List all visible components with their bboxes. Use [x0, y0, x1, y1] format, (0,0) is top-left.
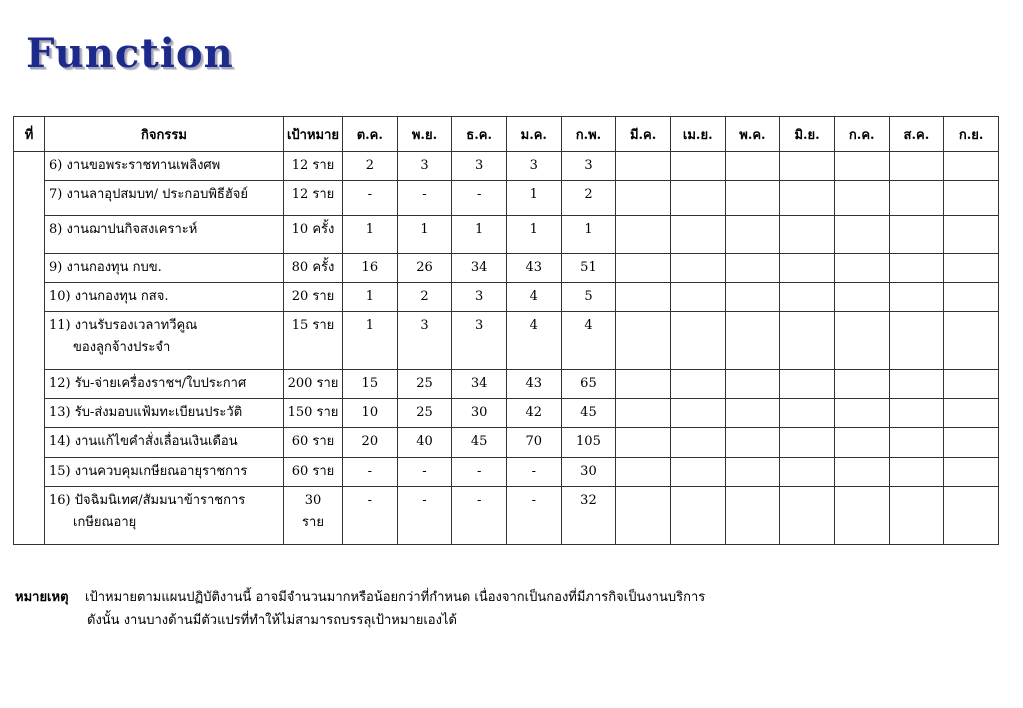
month-value-cell: 5 — [561, 283, 616, 312]
month-value-cell — [944, 216, 999, 254]
month-value-cell: 30 — [561, 458, 616, 487]
month-value-cell: 16 — [343, 254, 398, 283]
month-value-cell — [616, 283, 671, 312]
month-value-cell — [780, 487, 835, 545]
month-value-cell: 3 — [452, 312, 507, 370]
month-value-cell: 34 — [452, 370, 507, 399]
month-value-cell: 20 — [343, 428, 398, 458]
target-cell — [284, 181, 343, 216]
target-text: 15 ราย — [291, 318, 335, 333]
month-value-cell: 45 — [561, 399, 616, 428]
table-row — [14, 458, 999, 487]
month-value-cell — [616, 216, 671, 254]
target-text: 80 ครั้ง — [291, 260, 335, 275]
activity-cell — [45, 370, 284, 399]
target-text: 30 — [304, 493, 322, 508]
table-row — [14, 428, 999, 458]
month-value-cell — [670, 428, 725, 458]
month-value-cell: 43 — [506, 254, 561, 283]
target-text: 60 ราย — [291, 464, 335, 479]
month-value-cell — [780, 152, 835, 181]
month-value-cell: 26 — [397, 254, 452, 283]
month-value-cell: 1 — [561, 216, 616, 254]
table-row — [14, 399, 999, 428]
month-value-cell — [670, 312, 725, 370]
table-header-row — [14, 117, 999, 152]
month-value-cell: 34 — [452, 254, 507, 283]
activity-cell — [45, 458, 284, 487]
month-value-cell: 25 — [397, 399, 452, 428]
month-value-cell: 3 — [452, 152, 507, 181]
month-value-cell — [889, 428, 944, 458]
month-value-cell — [834, 283, 889, 312]
month-value-cell — [616, 458, 671, 487]
month-value-cell: 43 — [506, 370, 561, 399]
target-text: ราย — [302, 515, 324, 530]
month-value-cell — [725, 487, 780, 545]
header-month: ก.พ. — [561, 117, 616, 152]
month-value-cell — [616, 254, 671, 283]
month-value-cell — [616, 399, 671, 428]
header-month: ต.ค. — [343, 117, 398, 152]
month-value-cell — [889, 283, 944, 312]
table-row — [14, 312, 999, 370]
month-value-cell — [944, 181, 999, 216]
month-value-cell — [725, 399, 780, 428]
month-value-cell — [780, 399, 835, 428]
month-value-cell: 30 — [452, 399, 507, 428]
target-cell — [284, 399, 343, 428]
target-cell — [284, 487, 343, 545]
month-value-cell — [944, 487, 999, 545]
activity-text: 16) ปัจฉิมนิเทศ/สัมมนาข้าราชการ — [49, 493, 246, 508]
month-value-cell: 1 — [506, 181, 561, 216]
month-value-cell — [780, 458, 835, 487]
row-number-cell — [14, 152, 45, 545]
table-row — [14, 152, 999, 181]
activity-text: 10) งานกองทุน กสจ. — [49, 289, 169, 304]
month-value-cell — [670, 181, 725, 216]
target-text: 20 ราย — [291, 289, 335, 304]
month-value-cell — [780, 312, 835, 370]
month-value-cell — [616, 487, 671, 545]
note-line-1: เป้าหมายตามแผนปฏิบัติงานนี้ อาจมีจำนวนมากหรือน้อยกว่าที่กำหนด เนื่องจากเป็นกองที่มีภารกิจเป็นงานบริการ — [85, 590, 706, 605]
month-value-cell: - — [452, 181, 507, 216]
month-value-cell: 25 — [397, 370, 452, 399]
month-value-cell: - — [452, 487, 507, 545]
month-value-cell: 1 — [397, 216, 452, 254]
month-value-cell: 2 — [397, 283, 452, 312]
activity-text: 7) งานลาอุปสมบท/ ประกอบพิธีฮัจย์ — [49, 187, 248, 202]
month-value-cell: 2 — [561, 181, 616, 216]
activity-cell — [45, 487, 284, 545]
month-value-cell — [616, 152, 671, 181]
month-value-cell — [889, 370, 944, 399]
month-value-cell — [670, 216, 725, 254]
activity-text: 14) งานแก้ไขคำสั่งเลื่อนเงินเดือน — [49, 434, 238, 449]
activity-cell — [45, 152, 284, 181]
month-value-cell: - — [343, 458, 398, 487]
table-row — [14, 283, 999, 312]
month-value-cell — [834, 458, 889, 487]
month-value-cell — [889, 254, 944, 283]
activity-cell — [45, 254, 284, 283]
month-value-cell — [780, 254, 835, 283]
activity-text: 6) งานขอพระราชทานเพลิงศพ — [49, 158, 221, 173]
target-cell — [284, 458, 343, 487]
month-value-cell — [670, 254, 725, 283]
month-value-cell — [889, 216, 944, 254]
month-value-cell — [944, 428, 999, 458]
month-value-cell — [889, 181, 944, 216]
target-cell — [284, 152, 343, 181]
target-text: 12 ราย — [291, 187, 335, 202]
month-value-cell — [670, 370, 725, 399]
header-month: ก.ค. — [834, 117, 889, 152]
header-month: เม.ย. — [670, 117, 725, 152]
month-value-cell — [889, 399, 944, 428]
month-value-cell: - — [506, 458, 561, 487]
month-value-cell — [616, 428, 671, 458]
month-value-cell — [889, 458, 944, 487]
month-value-cell — [834, 254, 889, 283]
target-text: 150 ราย — [287, 405, 339, 420]
month-value-cell: - — [343, 181, 398, 216]
month-value-cell — [944, 254, 999, 283]
activity-cell — [45, 428, 284, 458]
month-value-cell — [725, 152, 780, 181]
activity-text: 12) รับ-จ่ายเครื่องราชฯ/ใบประกาศ — [49, 376, 247, 391]
month-value-cell — [670, 283, 725, 312]
footnote — [15, 586, 705, 632]
month-value-cell — [834, 181, 889, 216]
target-cell — [284, 370, 343, 399]
month-value-cell: - — [506, 487, 561, 545]
month-value-cell: 1 — [343, 216, 398, 254]
month-value-cell — [725, 312, 780, 370]
activity-text: 15) งานควบคุมเกษียณอายุราชการ — [49, 464, 248, 479]
month-value-cell: 105 — [561, 428, 616, 458]
month-value-cell — [780, 370, 835, 399]
month-value-cell: 1 — [343, 283, 398, 312]
activity-cell — [45, 216, 284, 254]
month-value-cell — [944, 152, 999, 181]
header-month: ก.ย. — [944, 117, 999, 152]
month-value-cell: - — [343, 487, 398, 545]
month-value-cell: - — [397, 458, 452, 487]
month-value-cell — [834, 152, 889, 181]
month-value-cell: 32 — [561, 487, 616, 545]
month-value-cell — [834, 487, 889, 545]
activity-cell — [45, 283, 284, 312]
month-value-cell: 4 — [506, 312, 561, 370]
month-value-cell — [725, 216, 780, 254]
page-title: Function — [26, 30, 234, 77]
month-value-cell — [889, 152, 944, 181]
month-value-cell — [670, 487, 725, 545]
activity-text: 11) งานรับรองเวลาทวีคูณ — [49, 318, 198, 333]
table-row — [14, 216, 999, 254]
table-row — [14, 370, 999, 399]
month-value-cell: 3 — [452, 283, 507, 312]
month-value-cell — [725, 181, 780, 216]
month-value-cell: - — [397, 181, 452, 216]
activity-text: 13) รับ-ส่งมอบแฟ้มทะเบียนประวัติ — [49, 405, 243, 420]
activity-text: 8) งานฌาปนกิจสงเคราะห์ — [49, 222, 198, 237]
month-value-cell: 3 — [397, 312, 452, 370]
target-text: 60 ราย — [291, 434, 335, 449]
month-value-cell — [725, 458, 780, 487]
header-month: ส.ค. — [889, 117, 944, 152]
month-value-cell — [834, 216, 889, 254]
month-value-cell — [670, 399, 725, 428]
header-month: มิ.ย. — [780, 117, 835, 152]
header-month: พ.ย. — [397, 117, 452, 152]
activity-cell — [45, 399, 284, 428]
month-value-cell — [944, 458, 999, 487]
table-body — [14, 152, 999, 545]
month-value-cell — [725, 254, 780, 283]
month-value-cell — [834, 370, 889, 399]
month-value-cell — [670, 458, 725, 487]
month-value-cell: 4 — [561, 312, 616, 370]
target-cell — [284, 216, 343, 254]
month-value-cell — [834, 399, 889, 428]
target-text: 10 ครั้ง — [291, 222, 335, 237]
activity-cell — [45, 181, 284, 216]
month-value-cell — [725, 370, 780, 399]
note-line-2: ดังนั้น งานบางด้านมีตัวแปรที่ทำให้ไม่สามารถบรรลุเป้าหมายเองได้ — [87, 613, 457, 628]
month-value-cell — [780, 428, 835, 458]
month-value-cell — [616, 370, 671, 399]
month-value-cell: 1 — [506, 216, 561, 254]
month-value-cell: 42 — [506, 399, 561, 428]
header-target: เป้าหมาย — [284, 117, 343, 152]
month-value-cell: 3 — [397, 152, 452, 181]
month-value-cell: 40 — [397, 428, 452, 458]
month-value-cell — [780, 216, 835, 254]
month-value-cell — [616, 312, 671, 370]
activity-table — [13, 116, 999, 545]
activity-text: ของลูกจ้างประจำ — [73, 340, 171, 355]
target-cell — [284, 283, 343, 312]
month-value-cell — [944, 370, 999, 399]
month-value-cell: 3 — [506, 152, 561, 181]
month-value-cell — [834, 312, 889, 370]
month-value-cell — [670, 152, 725, 181]
table-row — [14, 254, 999, 283]
target-cell — [284, 428, 343, 458]
table-row — [14, 181, 999, 216]
target-text: 12 ราย — [291, 158, 335, 173]
month-value-cell: 3 — [561, 152, 616, 181]
month-value-cell: 2 — [343, 152, 398, 181]
header-month: ม.ค. — [506, 117, 561, 152]
month-value-cell: 65 — [561, 370, 616, 399]
activity-text: เกษียณอายุ — [73, 515, 137, 530]
header-month: ธ.ค. — [452, 117, 507, 152]
month-value-cell: 51 — [561, 254, 616, 283]
activity-text: 9) งานกองทุน กบข. — [49, 260, 162, 275]
month-value-cell — [944, 283, 999, 312]
month-value-cell — [725, 428, 780, 458]
target-cell — [284, 254, 343, 283]
month-value-cell — [780, 283, 835, 312]
activity-cell — [45, 312, 284, 370]
month-value-cell — [780, 181, 835, 216]
month-value-cell: 45 — [452, 428, 507, 458]
header-month: มี.ค. — [616, 117, 671, 152]
month-value-cell: 15 — [343, 370, 398, 399]
month-value-cell — [616, 181, 671, 216]
month-value-cell: 70 — [506, 428, 561, 458]
target-cell — [284, 312, 343, 370]
month-value-cell: 1 — [452, 216, 507, 254]
target-text: 200 ราย — [287, 376, 339, 391]
header-month: พ.ค. — [725, 117, 780, 152]
month-value-cell: 10 — [343, 399, 398, 428]
month-value-cell — [944, 312, 999, 370]
month-value-cell — [889, 487, 944, 545]
month-value-cell — [725, 283, 780, 312]
month-value-cell: 1 — [343, 312, 398, 370]
month-value-cell: 4 — [506, 283, 561, 312]
month-value-cell: - — [452, 458, 507, 487]
month-value-cell — [944, 399, 999, 428]
header-no: ที่ — [14, 117, 45, 152]
table-row — [14, 487, 999, 545]
note-label: หมายเหตุ — [15, 590, 69, 605]
header-activity: กิจกรรม — [45, 117, 284, 152]
month-value-cell: - — [397, 487, 452, 545]
month-value-cell — [889, 312, 944, 370]
month-value-cell — [834, 428, 889, 458]
